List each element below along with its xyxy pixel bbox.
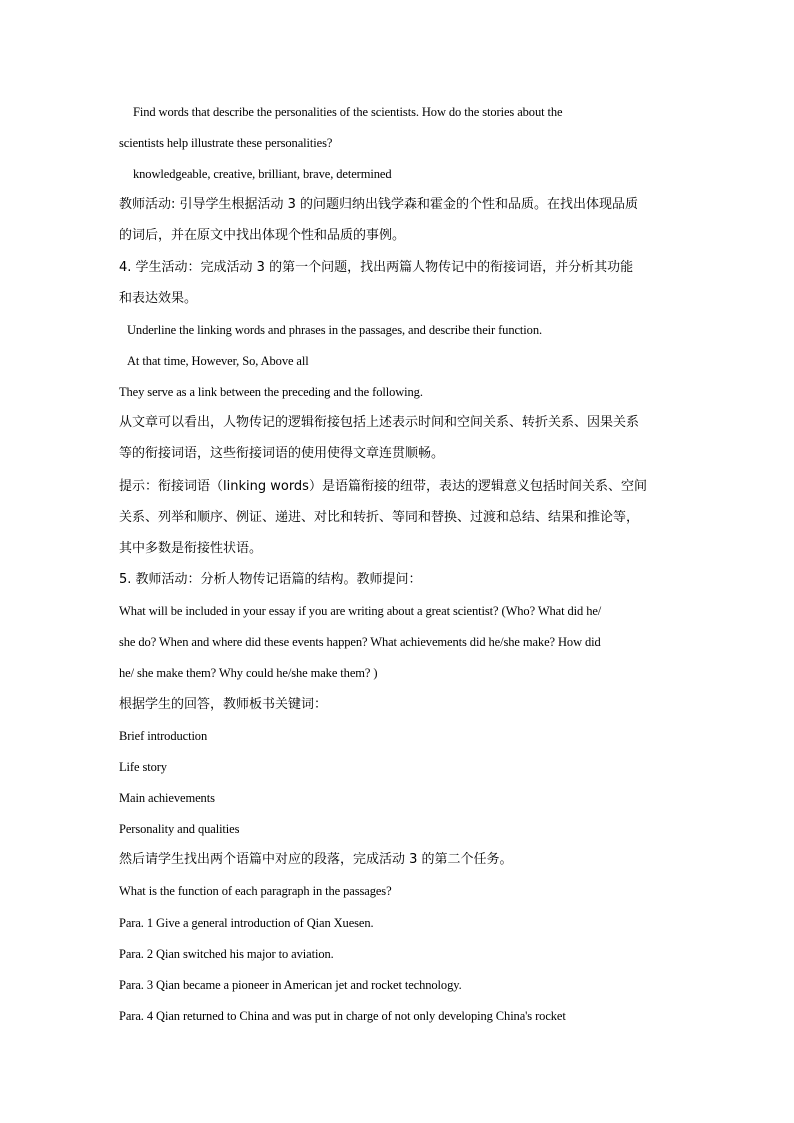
tip-line-3: 其中多数是衔接性状语。	[119, 541, 263, 556]
para-3-function: Para. 3 Qian became a pioneer in American jet and rocket technology.	[119, 978, 462, 992]
para-2-function: Para. 2 Qian switched his major to aviation.	[119, 947, 334, 961]
student-activity-line-2: 和表达效果。	[119, 291, 198, 306]
tip-line-1: 提示：衔接词语（linking words）是语篇衔接的纽带，表达的逻辑意义包括时间关系、空间	[119, 479, 647, 494]
paragraph-function-question: What is the function of each paragraph in the passages?	[119, 884, 392, 898]
linking-words-answer: At that time, However, So, Above all	[127, 354, 309, 368]
question-essay-line-1: What will be included in your essay if you are writing about a great scientist? (Who? What did he/	[119, 604, 602, 618]
find-paragraphs-instruction: 然后请学生找出两个语篇中对应的段落，完成活动 3 的第二个任务。	[119, 852, 513, 867]
question-essay-line-3: he/ she make them? Why could he/she make them? )	[119, 666, 378, 680]
teacher-activity-line-1: 教师活动: 引导学生根据活动 3 的问题归纳出钱学森和霍金的个性和品质。在找出体现品质	[119, 197, 639, 212]
teacher-activity-line-2: 的词后，并在原文中找出体现个性和品质的事例。	[119, 228, 406, 243]
function-answer: They serve as a link between the preceding and the following.	[119, 385, 423, 399]
para-1-function: Para. 1 Give a general introduction of Qian Xuesen.	[119, 916, 374, 930]
keyword-brief-introduction: Brief introduction	[119, 729, 208, 743]
question-essay-line-2: she do? When and where did these events happen? What achievements did he/she make? How did	[119, 635, 601, 649]
student-activity-line-1: 4. 学生活动：完成活动 3 的第一个问题，找出两篇人物传记中的衔接词语，并分析其功能	[119, 260, 634, 275]
question-line-2: scientists help illustrate these personalities?	[119, 136, 333, 150]
analysis-line-1: 从文章可以看出，人物传记的逻辑衔接包括上述表示时间和空间关系、转折关系、因果关系	[119, 415, 640, 430]
keyword-personality-qualities: Personality and qualities	[119, 822, 240, 836]
keyword-main-achievements: Main achievements	[119, 791, 215, 805]
answer-adjectives: knowledgeable, creative, brilliant, brave, determined	[133, 167, 392, 181]
task-underline-linking: Underline the linking words and phrases in the passages, and describe their function.	[127, 323, 542, 337]
analysis-line-2: 等的衔接词语，这些衔接词语的使用使得文章连贯顺畅。	[119, 446, 445, 461]
question-line-1: Find words that describe the personalities of the scientists. How do the stories about the	[133, 105, 563, 119]
teacher-activity-5-heading: 5. 教师活动：分析人物传记语篇的结构。教师提问：	[119, 572, 422, 587]
keyword-life-story: Life story	[119, 760, 167, 774]
tip-line-2: 关系、列举和顺序、例证、递进、对比和转折、等同和替换、过渡和总结、结果和推论等，	[119, 510, 640, 525]
para-4-function: Para. 4 Qian returned to China and was put in charge of not only developing China's rocket	[119, 1009, 566, 1023]
board-keywords-intro: 根据学生的回答，教师板书关键词：	[119, 697, 328, 712]
